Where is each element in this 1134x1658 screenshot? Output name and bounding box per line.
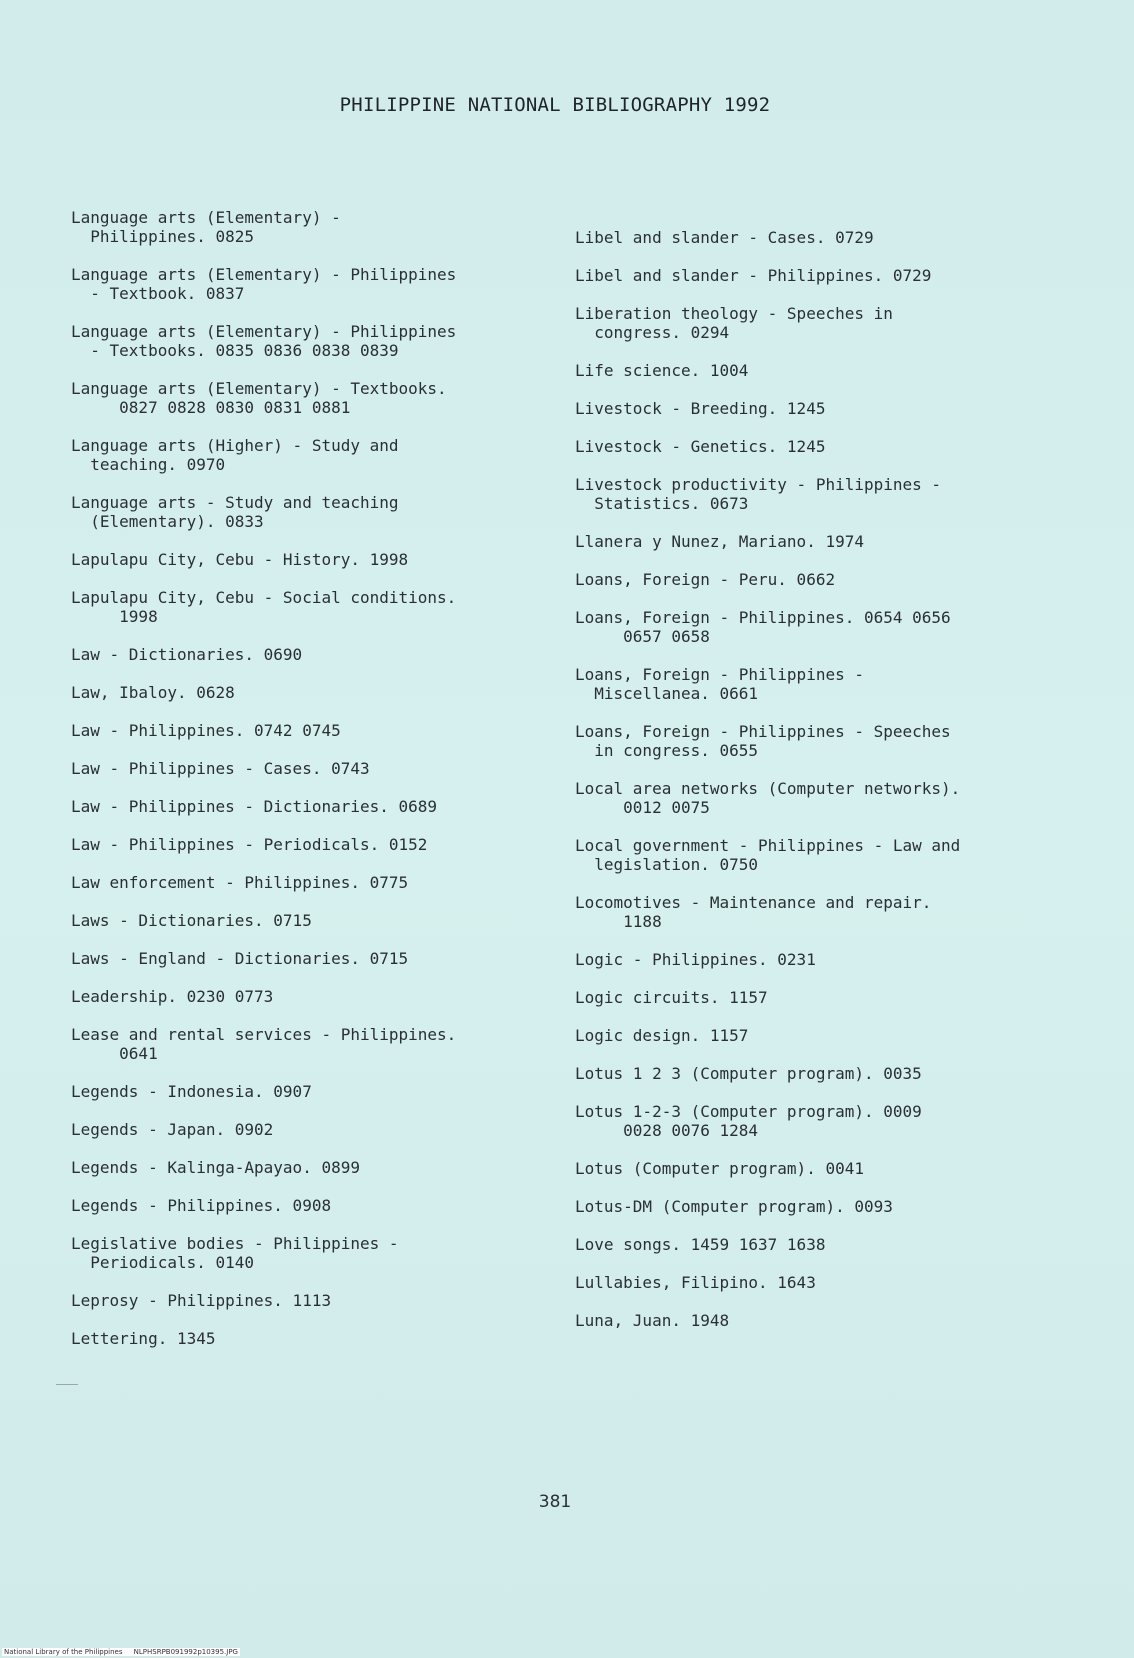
index-entry: Llanera y Nunez, Mariano. 1974 [575,532,864,551]
index-entry: Love songs. 1459 1637 1638 [575,1235,826,1254]
index-entry: Language arts - Study and teaching (Elementary). 0833 [71,493,399,531]
index-entry: Law - Philippines - Periodicals. 0152 [71,835,428,854]
index-entry: Legends - Kalinga-Apayao. 0899 [71,1158,360,1177]
index-entry: Legends - Japan. 0902 [71,1120,274,1139]
index-entry: Law - Philippines. 0742 0745 [71,721,341,740]
index-entry: Leadership. 0230 0773 [71,987,274,1006]
index-entry: Language arts (Higher) - Study and teaching. 0970 [71,436,399,474]
index-entry: Logic design. 1157 [575,1026,749,1045]
index-entry: Livestock - Genetics. 1245 [575,437,826,456]
page-title: PHILIPPINE NATIONAL BIBLIOGRAPHY 1992 [339,94,771,116]
footer-file: NLPHSRPB091992p10395.JPG [133,1648,238,1656]
index-entry: Language arts (Elementary) - Philippines. 0825 [71,208,341,246]
index-entry: Language arts (Elementary) - Philippines - Textbooks. 0835 0836 0838 0839 [71,322,457,360]
index-entry: Laws - Dictionaries. 0715 [71,911,312,930]
index-entry: Livestock productivity - Philippines - Statistics. 0673 [575,475,942,513]
index-entry: Law - Philippines - Cases. 0743 [71,759,370,778]
index-entry: Lettering. 1345 [71,1329,216,1348]
index-entry: Life science. 1004 [575,361,749,380]
index-entry: Lotus 1-2-3 (Computer program). 0009 0028 0076 1284 [575,1102,922,1140]
right-column [575,228,1055,1349]
index-entry: Law - Philippines - Dictionaries. 0689 [71,797,438,816]
scan-footer [2,1648,240,1656]
index-entry: Logic - Philippines. 0231 [575,950,816,969]
index-entry: Law enforcement - Philippines. 0775 [71,873,409,892]
footer-credit: National Library of the Philippines [4,1648,123,1656]
index-entry: Lotus-DM (Computer program). 0093 [575,1197,893,1216]
index-entry: Loans, Foreign - Philippines - Speeches in congress. 0655 [575,722,951,760]
page-number: 381 [538,1492,572,1512]
index-entry: Law - Dictionaries. 0690 [71,645,303,664]
index-entry: Lotus 1 2 3 (Computer program). 0035 [575,1064,922,1083]
index-entry: Libel and slander - Philippines. 0729 [575,266,932,285]
index-entry: Luna, Juan. 1948 [575,1311,730,1330]
index-entry: Lotus (Computer program). 0041 [575,1159,864,1178]
index-entry: Loans, Foreign - Philippines - Miscellanea. 0661 [575,665,864,703]
index-entry: Loans, Foreign - Philippines. 0654 0656 0657 0658 [575,608,951,646]
index-entry: Leprosy - Philippines. 1113 [71,1291,332,1310]
index-entry: Lullabies, Filipino. 1643 [575,1273,816,1292]
index-entry: Language arts (Elementary) - Philippines - Textbook. 0837 [71,265,457,303]
index-entry: Legislative bodies - Philippines - Periodicals. 0140 [71,1234,399,1272]
left-column [71,208,551,1367]
index-entry: Legends - Indonesia. 0907 [71,1082,312,1101]
index-entry: Locomotives - Maintenance and repair. 1188 [575,893,932,931]
index-entry: Law, Ibaloy. 0628 [71,683,235,702]
index-entry: Liberation theology - Speeches in congress. 0294 [575,304,893,342]
index-entry: Legends - Philippines. 0908 [71,1196,332,1215]
index-entry: Local government - Philippines - Law and legislation. 0750 [575,836,961,874]
index-entry: Lease and rental services - Philippines. 0641 [71,1025,457,1063]
index-entry: Language arts (Elementary) - Textbooks. 0827 0828 0830 0831 0881 [71,379,447,417]
index-entry: Libel and slander - Cases. 0729 [575,228,874,247]
index-entry: Lapulapu City, Cebu - Social conditions. 1998 [71,588,457,626]
index-entry: Lapulapu City, Cebu - History. 1998 [71,550,409,569]
margin-mark [56,1384,78,1385]
index-entry: Livestock - Breeding. 1245 [575,399,826,418]
index-entry: Logic circuits. 1157 [575,988,768,1007]
index-entry: Laws - England - Dictionaries. 0715 [71,949,409,968]
index-entry: Local area networks (Computer networks). 0012 0075 [575,779,961,817]
index-entry: Loans, Foreign - Peru. 0662 [575,570,836,589]
